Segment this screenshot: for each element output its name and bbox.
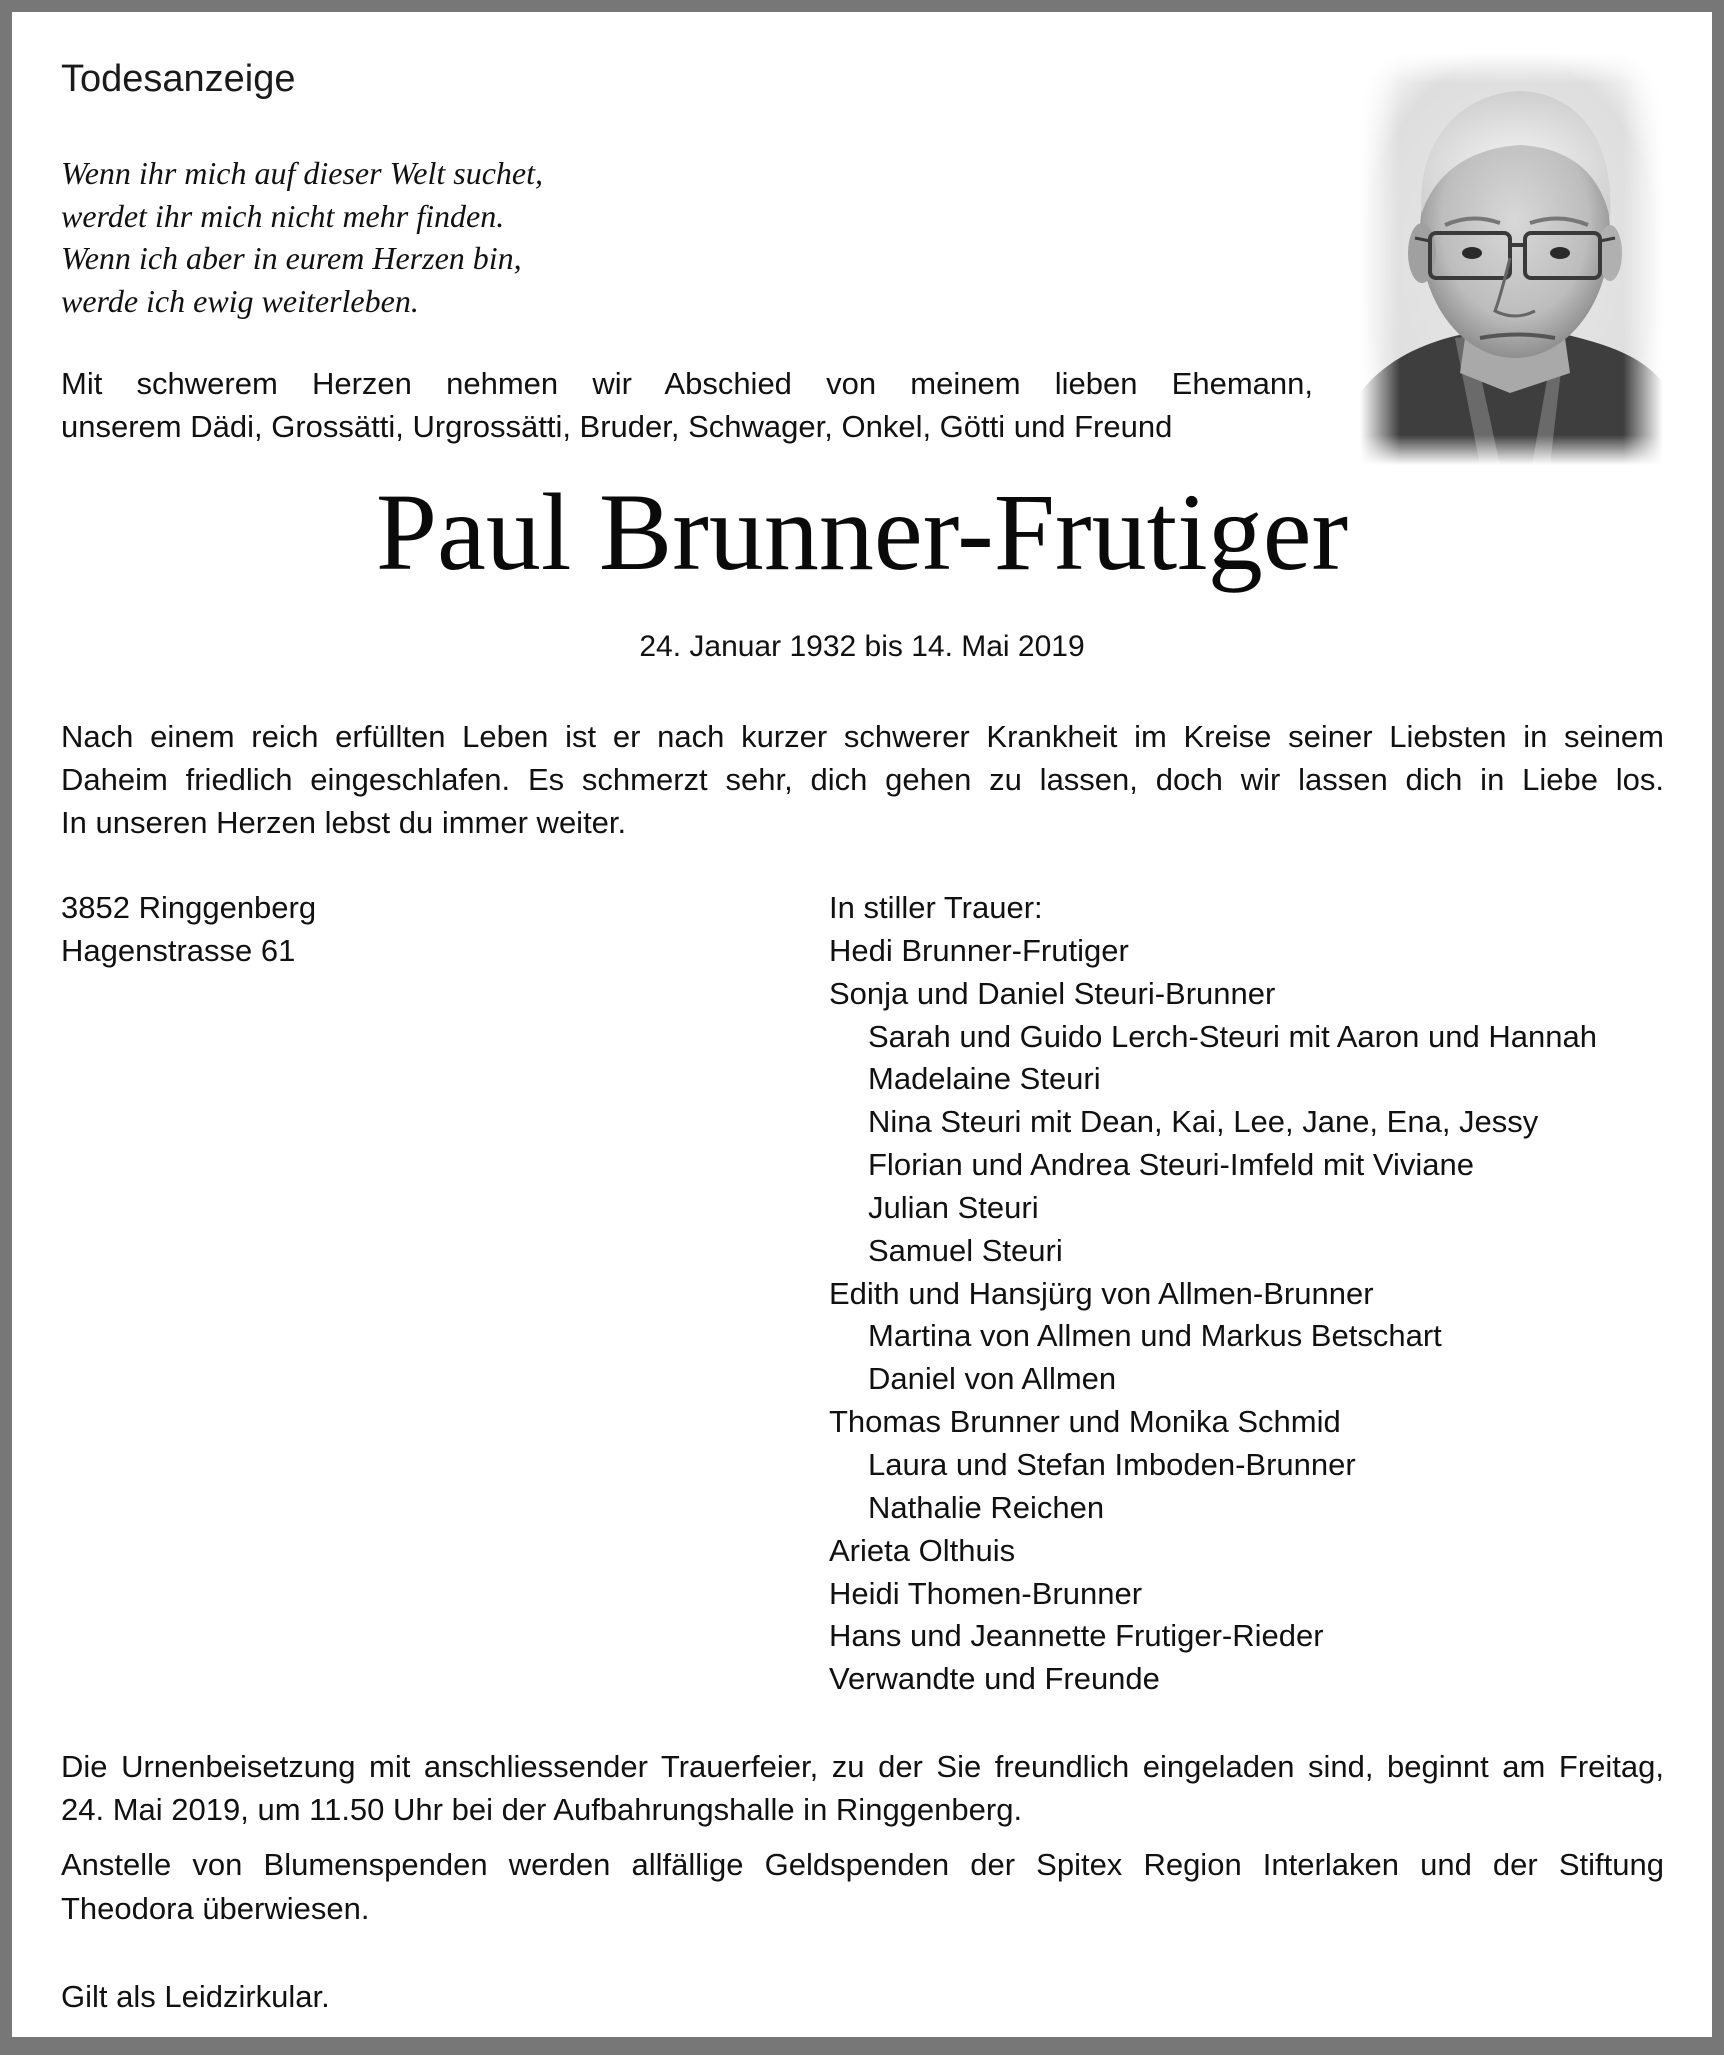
obituary-page	[12, 12, 1712, 2037]
mourner-entry: Florian und Andrea Steuri-Imfeld mit Viviane	[868, 1147, 1474, 1183]
mourner-entry: Julian Steuri	[868, 1189, 1039, 1225]
address-city: 3852 Ringgenberg	[61, 890, 317, 925]
donation-info	[61, 1843, 1664, 1931]
address-street: Hagenstrasse 61	[61, 932, 296, 968]
portrait-photo	[1360, 53, 1663, 465]
mourner-entry: Daniel von Allmen	[868, 1361, 1117, 1397]
ceremony-line: 24. Mai 2019, um 11.50 Uhr bei der Aufbahrungshalle in Ringgenberg.	[61, 1792, 1023, 1827]
mourner-entry: Hedi Brunner-Frutiger	[829, 932, 1129, 968]
intro-line: Mit schwerem Herzen nehmen wir Abschied von meinem lieben Ehemann,	[61, 366, 1313, 401]
notice-type-label: Todesanzeige	[61, 58, 296, 100]
mourner-entry: Martina von Allmen und Markus Betschart	[868, 1318, 1442, 1354]
intro-text	[61, 362, 1313, 448]
life-dates: 24. Januar 1932 bis 14. Mai 2019	[639, 630, 1085, 663]
poem-line: werde ich ewig weiterleben.	[61, 282, 419, 319]
mourner-entry: Madelaine Steuri	[868, 1061, 1101, 1097]
mourner-entry: Sarah und Guido Lerch-Steuri mit Aaron und Hannah	[868, 1018, 1597, 1054]
portrait-icon	[1360, 53, 1663, 465]
poem-line: Wenn ihr mich auf dieser Welt suchet,	[61, 155, 544, 191]
mourner-entry: Nina Steuri mit Dean, Kai, Lee, Jane, Ena, Jessy	[868, 1104, 1539, 1140]
address-block	[61, 887, 316, 973]
memorial-paragraph	[61, 715, 1664, 844]
mourners-heading: In stiller Trauer:	[829, 890, 1043, 925]
mourners-list	[829, 887, 1597, 1701]
deceased-name: Paul Brunner-Frutiger	[375, 471, 1349, 593]
ceremony-info	[61, 1745, 1664, 1831]
mourner-entry: Verwandte und Freunde	[829, 1661, 1160, 1697]
poem	[61, 152, 543, 322]
closing-note: Gilt als Leidzirkular.	[61, 1979, 330, 2014]
paragraph-line: Daheim friedlich eingeschlafen. Es schmerzt sehr, dich gehen zu lassen, doch wir lassen dich in Liebe los.	[61, 762, 1664, 797]
mourner-entry: Samuel Steuri	[868, 1232, 1063, 1268]
mourner-entry: Sonja und Daniel Steuri-Brunner	[829, 975, 1276, 1011]
ceremony-line: Die Urnenbeisetzung mit anschliessender Trauerfeier, zu der Sie freundlich eingeladen sind, beginnt am Freitag,	[61, 1749, 1664, 1784]
paragraph-line: Nach einem reich erfüllten Leben ist er nach kurzer schwerer Krankheit im Kreise seiner Liebsten in seinem	[61, 719, 1664, 754]
intro-line: unserem Dädi, Grossätti, Urgrossätti, Bruder, Schwager, Onkel, Götti und Freund	[61, 409, 1173, 444]
mourner-entry: Arieta Olthuis	[829, 1532, 1016, 1568]
poem-line: Wenn ich aber in eurem Herzen bin,	[61, 240, 522, 276]
mourner-entry: Heidi Thomen-Brunner	[829, 1575, 1143, 1611]
paragraph-line: In unseren Herzen lebst du immer weiter.	[61, 805, 627, 840]
mourner-entry: Thomas Brunner und Monika Schmid	[829, 1404, 1341, 1440]
donation-line: Anstelle von Blumenspenden werden allfällige Geldspenden der Spitex Region Interlaken und der Stiftung	[61, 1847, 1664, 1882]
mourner-entry: Edith und Hansjürg von Allmen-Brunner	[829, 1275, 1374, 1311]
poem-line: werdet ihr mich nicht mehr finden.	[61, 197, 505, 234]
mourner-entry: Laura und Stefan Imboden-Brunner	[868, 1446, 1356, 1482]
mourner-entry: Hans und Jeannette Frutiger-Rieder	[829, 1618, 1324, 1654]
mourner-entry: Nathalie Reichen	[868, 1489, 1105, 1525]
donation-line: Theodora überwiesen.	[61, 1891, 370, 1926]
